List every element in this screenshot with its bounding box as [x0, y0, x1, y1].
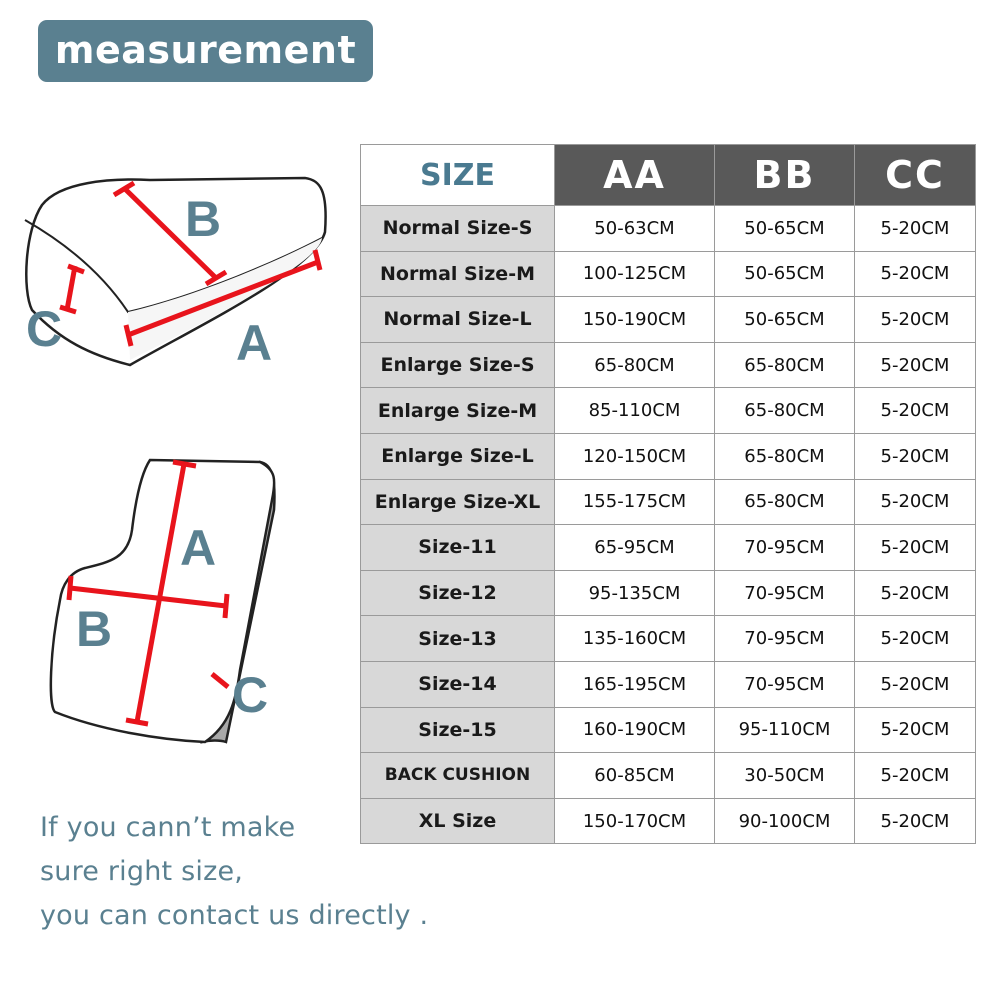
- row-label: Size-12: [361, 570, 555, 616]
- cell-bb: 70-95CM: [715, 661, 855, 707]
- cell-cc: 5-20CM: [855, 342, 976, 388]
- row-label: Size-11: [361, 525, 555, 571]
- cell-cc: 5-20CM: [855, 297, 976, 343]
- table-row: [361, 707, 976, 753]
- row-label: Normal Size-M: [361, 251, 555, 297]
- header-cc: CC: [855, 145, 976, 206]
- table-row: [361, 342, 976, 388]
- cell-aa: 155-175CM: [555, 479, 715, 525]
- cell-cc: 5-20CM: [855, 433, 976, 479]
- row-label: Enlarge Size-L: [361, 433, 555, 479]
- cell-cc: 5-20CM: [855, 753, 976, 799]
- cell-aa: 85-110CM: [555, 388, 715, 434]
- note-line-1: If you cann’t make: [40, 812, 296, 843]
- back-cushion-diagram: [40, 450, 290, 750]
- cell-cc: 5-20CM: [855, 525, 976, 571]
- cell-aa: 60-85CM: [555, 753, 715, 799]
- note-line-3: you can contact us directly .: [40, 900, 429, 931]
- cell-aa: 65-80CM: [555, 342, 715, 388]
- table-row: [361, 388, 976, 434]
- cell-aa: 95-135CM: [555, 570, 715, 616]
- cell-cc: 5-20CM: [855, 479, 976, 525]
- cell-bb: 65-80CM: [715, 479, 855, 525]
- header-aa: AA: [555, 145, 715, 206]
- table-header-row: [361, 145, 976, 206]
- seat-cushion-diagram: [20, 170, 340, 370]
- table-row: [361, 433, 976, 479]
- cell-bb: 90-100CM: [715, 798, 855, 844]
- cell-bb: 70-95CM: [715, 616, 855, 662]
- header-size: SIZE: [361, 145, 555, 206]
- cell-aa: 160-190CM: [555, 707, 715, 753]
- table-row: [361, 206, 976, 252]
- cell-cc: 5-20CM: [855, 388, 976, 434]
- row-label: Normal Size-S: [361, 206, 555, 252]
- cell-aa: 65-95CM: [555, 525, 715, 571]
- row-label: Enlarge Size-M: [361, 388, 555, 434]
- seat-label-a: A: [236, 315, 273, 370]
- row-label: Enlarge Size-XL: [361, 479, 555, 525]
- cell-bb: 50-65CM: [715, 297, 855, 343]
- seat-label-c: C: [26, 301, 63, 357]
- table-row: [361, 661, 976, 707]
- cell-cc: 5-20CM: [855, 570, 976, 616]
- cell-bb: 65-80CM: [715, 388, 855, 434]
- table-row: [361, 251, 976, 297]
- table-row: [361, 753, 976, 799]
- cell-bb: 50-65CM: [715, 251, 855, 297]
- cell-cc: 5-20CM: [855, 798, 976, 844]
- contact-note: [40, 806, 500, 938]
- header-bb: BB: [715, 145, 855, 206]
- table-row: [361, 479, 976, 525]
- row-label: Enlarge Size-S: [361, 342, 555, 388]
- row-label: Size-13: [361, 616, 555, 662]
- cell-bb: 50-65CM: [715, 206, 855, 252]
- table-row: [361, 297, 976, 343]
- back-label-c: C: [232, 667, 269, 723]
- cell-bb: 70-95CM: [715, 570, 855, 616]
- cell-aa: 150-190CM: [555, 297, 715, 343]
- cell-bb: 30-50CM: [715, 753, 855, 799]
- cell-bb: 65-80CM: [715, 433, 855, 479]
- cell-bb: 95-110CM: [715, 707, 855, 753]
- cell-aa: 100-125CM: [555, 251, 715, 297]
- back-label-b: B: [76, 601, 113, 657]
- cell-cc: 5-20CM: [855, 661, 976, 707]
- cell-cc: 5-20CM: [855, 206, 976, 252]
- back-label-a: A: [180, 520, 217, 576]
- cell-aa: 165-195CM: [555, 661, 715, 707]
- cell-cc: 5-20CM: [855, 616, 976, 662]
- row-label: Normal Size-L: [361, 297, 555, 343]
- note-line-2: sure right size,: [40, 856, 244, 887]
- row-label: BACK CUSHION: [361, 753, 555, 799]
- cell-cc: 5-20CM: [855, 251, 976, 297]
- seat-label-b: B: [185, 191, 222, 247]
- cell-aa: 120-150CM: [555, 433, 715, 479]
- size-table: [360, 144, 976, 844]
- cell-cc: 5-20CM: [855, 707, 976, 753]
- cell-aa: 50-63CM: [555, 206, 715, 252]
- table-row: [361, 616, 976, 662]
- cell-bb: 65-80CM: [715, 342, 855, 388]
- row-label: Size-14: [361, 661, 555, 707]
- table-row: [361, 525, 976, 571]
- row-label: XL Size: [361, 798, 555, 844]
- cell-aa: 135-160CM: [555, 616, 715, 662]
- table-row: [361, 570, 976, 616]
- measurement-badge: measurement: [38, 20, 373, 82]
- row-label: Size-15: [361, 707, 555, 753]
- cell-bb: 70-95CM: [715, 525, 855, 571]
- cell-aa: 150-170CM: [555, 798, 715, 844]
